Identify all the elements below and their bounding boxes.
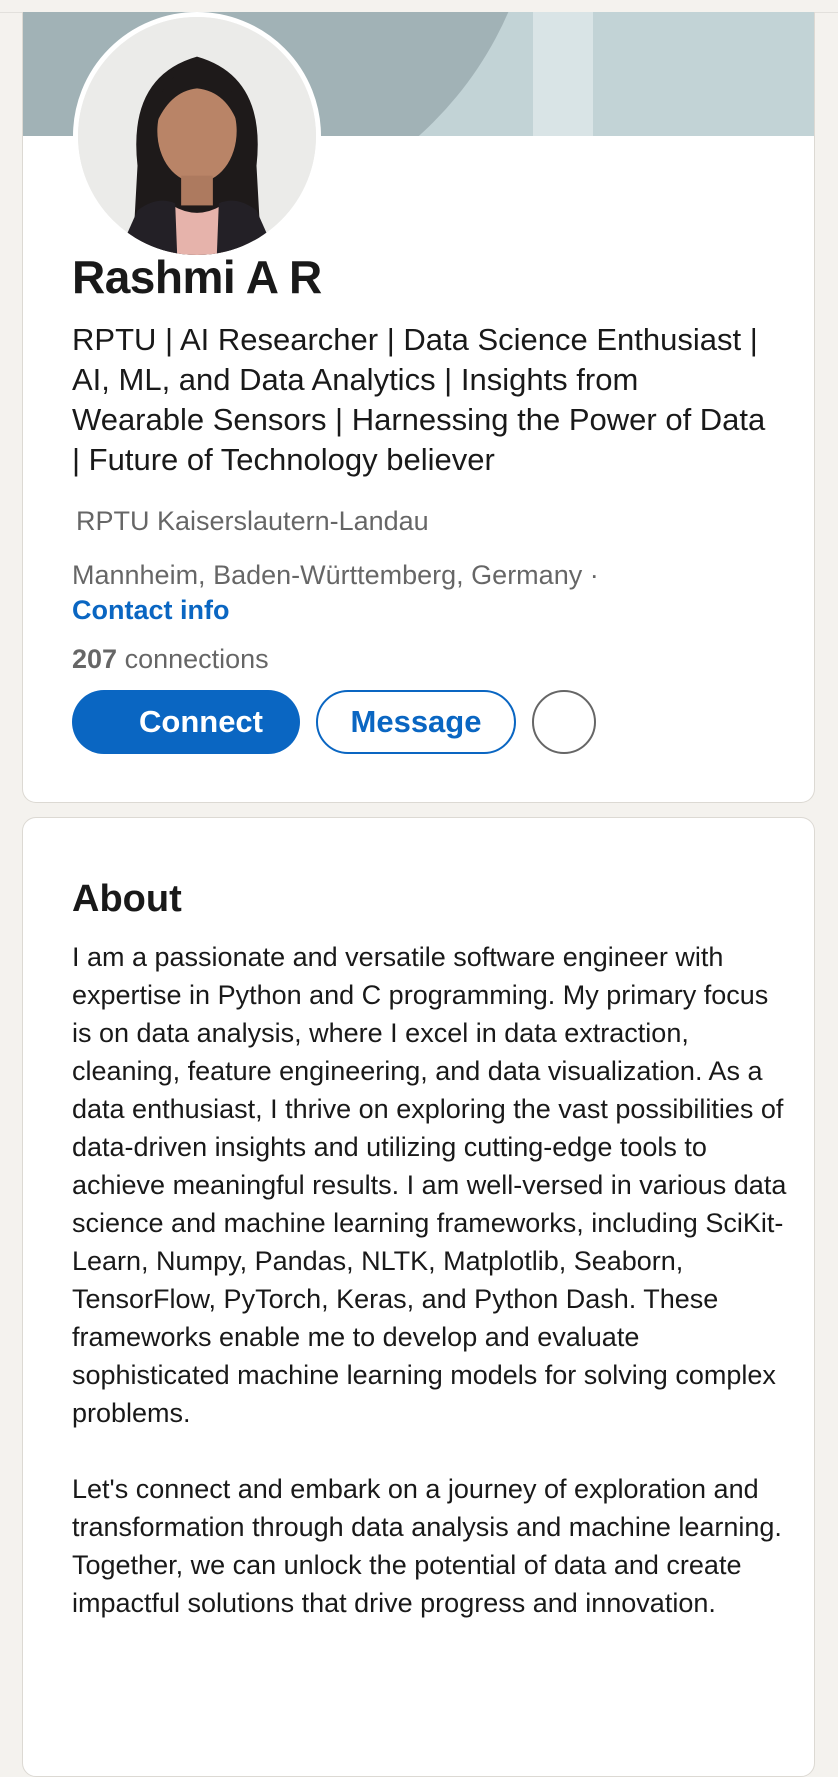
about-paragraph-2: Let's connect and embark on a journey of exploration and transformation through data analysis and machine learning. Together, we can unlock the potential of data and create impactful solutions that drive progress and innovation. <box>72 1474 789 1618</box>
profile-school[interactable]: RPTU Kaiserslautern-Landau <box>76 506 429 536</box>
profile-card <box>22 12 815 803</box>
about-paragraph-1: I am a passionate and versatile software engineer with expertise in Python and C programming. My primary focus is on data analysis, where I excel in data extraction, cleaning, feature engineering, and data visualization. As a data enthusiast, I thrive on exploring the vast possibilities of data-driven insights and utilizing cutting-edge tools to achieve meaningful results. I am well-versed in various data science and machine learning frameworks, including SciKit-Learn, Numpy, Pandas, NLTK, Matplotlib, Seaborn, TensorFlow, PyTorch, Keras, and Python Dash. These frameworks enable me to develop and evaluate sophisticated machine learning models for solving complex problems. <box>72 942 794 1428</box>
connect-button[interactable]: Connect <box>72 690 300 754</box>
about-card <box>22 817 815 1777</box>
profile-avatar[interactable] <box>73 12 321 260</box>
contact-info-link[interactable]: Contact info <box>72 595 230 625</box>
profile-headline: RPTU | AI Researcher | Data Science Enthusiast | AI, ML, and Data Analytics | Insights from Wearable Sensors | Harnessing the Power of Data | Future of Technology believer <box>72 322 766 477</box>
banner-strip <box>533 12 593 136</box>
avatar-photo <box>78 17 316 255</box>
connections-number: 207 <box>72 644 118 674</box>
profile-location: Mannheim, Baden-Württemberg, Germany · <box>72 560 599 590</box>
about-title: About <box>72 878 182 920</box>
about-text <box>72 938 792 1622</box>
connections-count[interactable] <box>72 644 269 675</box>
more-icon[interactable] <box>532 690 596 754</box>
message-button[interactable]: Message <box>316 690 516 754</box>
connections-label: connections <box>124 644 269 674</box>
profile-name: Rashmi A R <box>72 251 322 303</box>
